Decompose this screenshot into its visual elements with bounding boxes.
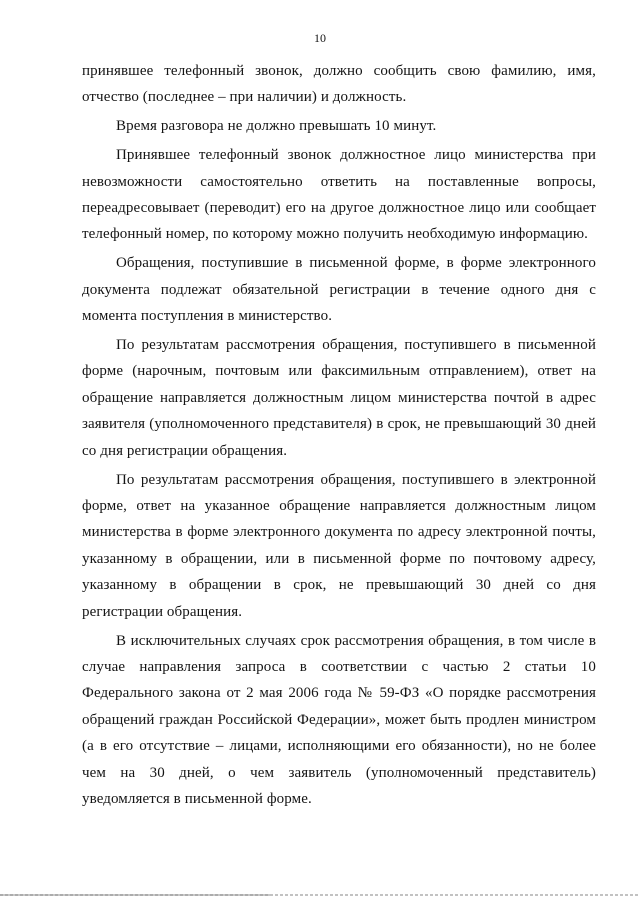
- paragraph-electronic-response: По результатам рассмотрения обращения, поступившего в электронной форме, ответ на указанное обращение направляется должностным лицом министерства в форме электронного документа по адресу электронной почты, указанному в обращении, или в письменной форме по почтовому адресу, указанному в обращении в срок, не превышающий 30 дней со дня регистрации обращения.: [82, 471, 596, 620]
- scan-edge-line: [0, 894, 640, 896]
- document-body: [82, 58, 596, 812]
- paragraph-extension: В исключительных случаях срок рассмотрения обращения, в том числе в случае направления запроса в соответствии с частью 2 статьи 10 Федерального закона от 2 мая 2006 года № 59-ФЗ «О порядке рассмотрения обращений граждан Российской Федерации», может быть продлен министром (а в его отсутствие – лицами, исполняющими его обязанности), но не более чем на 30 дней, о чем заявитель (уполномоченный представитель) уведомляется в письменной форме.: [82, 632, 596, 807]
- paragraph-written-response: По результатам рассмотрения обращения, поступившего в письменной форме (нарочным, почтовым или факсимильным отправлением), ответ на обращение направляется должностным лицом министерства почтой в адрес заявителя (уполномоченного представителя) в срок, не превышающий 30 дней со дня регистрации обращения.: [82, 337, 596, 459]
- paragraph-phone-call-continuation: принявшее телефонный звонок, должно сообщить свою фамилию, имя, отчество (последнее – при наличии) и должность.: [82, 63, 596, 106]
- paragraph-call-redirect: Принявшее телефонный звонок должностное лицо министерства при невозможности самостоятельно ответить на поставленные вопросы, переадресовывает (переводит) его на другое должностное лицо или сообщает телефонный номер, по которому можно получить необходимую информацию.: [82, 147, 596, 243]
- paragraph-registration: Обращения, поступившие в письменной форме, в форме электронного документа подлежат обязательной регистрации в течение одного дня с момента поступления в министерство.: [82, 255, 596, 325]
- page-number: 10: [314, 31, 326, 45]
- paragraph-call-duration: Время разговора не должно превышать 10 минут.: [116, 118, 437, 135]
